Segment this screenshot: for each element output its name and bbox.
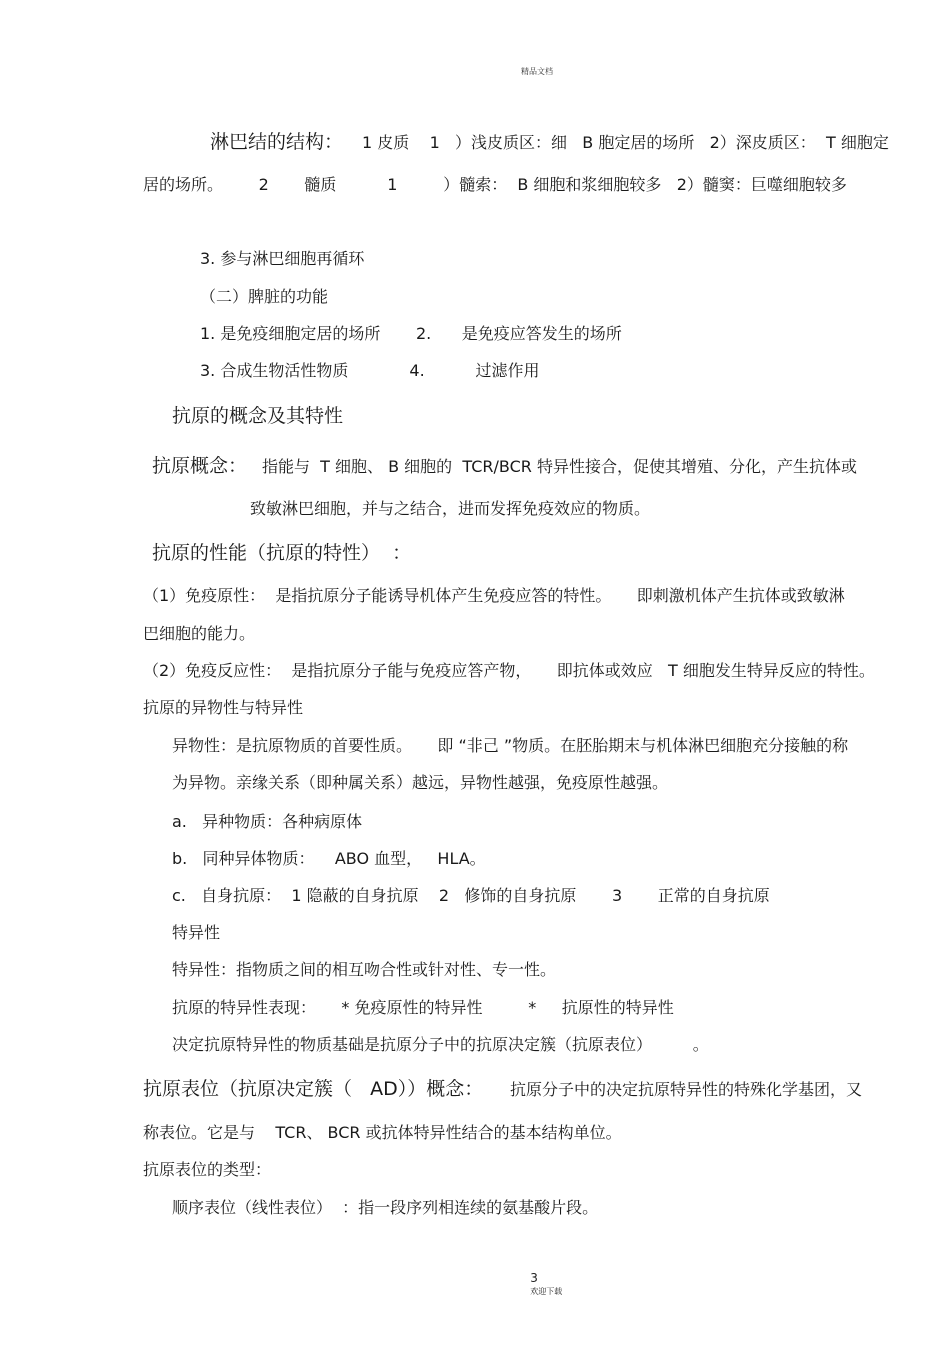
paragraph-line: 决定抗原特异性的物质基础是抗原分子中的抗原决定簇（抗原表位） 。 [172, 1035, 709, 1054]
lymph-node-structure-title: 淋巴结的结构： [210, 131, 344, 153]
list-item: 3. 合成生物活性物质 4. 过滤作用 [200, 361, 540, 380]
section-heading: （二）脾脏的功能 [200, 287, 329, 306]
section-heading: 抗原的概念及其特性 [172, 405, 344, 427]
section-heading: 特异性 [172, 923, 221, 942]
list-item: c. 自身抗原： 1 隐蔽的自身抗原 2 修饰的自身抗原 3 正常的自身抗原 [172, 886, 770, 905]
page-header: 精品文档 [521, 67, 553, 76]
paragraph-line: （2）免疫反应性： 是指抗原分子能与免疫应答产物， 即抗体或效应 T 细胞发生特异反应的特性。 [143, 661, 875, 680]
list-item: 1. 是免疫细胞定居的场所 2. 是免疫应答发生的场所 [200, 324, 622, 343]
paragraph-line: 抗原的特异性表现： * 免疫原性的特异性 * 抗原性的特异性 [172, 998, 674, 1017]
paragraph-line: 特异性：指物质之间的相互吻合性或针对性、专一性。 [172, 960, 557, 979]
antigen-concept-line2: 致敏淋巴细胞，并与之结合，进而发挥免疫效应的物质。 [250, 499, 651, 518]
page-number: 3 [530, 1271, 538, 1285]
section-heading: 抗原的性能（抗原的特性） ： [152, 542, 412, 564]
section-heading: 抗原表位的类型： [143, 1160, 272, 1179]
list-item: b. 同种异体物质： ABO 血型， HLA。 [172, 849, 486, 868]
epitope-concept-title: 抗原表位（抗原决定簇（ AD））概念： [143, 1078, 484, 1100]
paragraph-line: 为异物。亲缘关系（即种属关系）越远，异物性越强，免疫原性越强。 [172, 773, 669, 792]
antigen-concept-line1: 指能与 T 细胞、 B 细胞的 TCR/BCR 特异性接合，促使其增殖、分化，产生抗体或 [262, 457, 857, 476]
paragraph-line: 巴细胞的能力。 [143, 624, 256, 643]
lymph-node-structure-line2: 居的场所。 2 髓质 1 ）髓索： B 细胞和浆细胞较多 2）髓窦：巨噬细胞较多 [143, 175, 847, 194]
paragraph-line: （1）免疫原性： 是指抗原分子能诱导机体产生免疫应答的特性。 即刺激机体产生抗体或致敏淋 [143, 586, 845, 605]
antigen-concept-title: 抗原概念： [152, 455, 248, 477]
epitope-concept-line1: 抗原分子中的决定抗原特异性的特殊化学基团，又 [510, 1080, 863, 1099]
epitope-concept-line2: 称表位。它是与 TCR、 BCR 或抗体特异性结合的基本结构单位。 [143, 1123, 622, 1142]
page-footer [515, 1260, 562, 1308]
footer-note: 欢迎下载 [530, 1287, 563, 1296]
list-item: a. 异种物质：各种病原体 [172, 812, 363, 831]
paragraph-line: 异物性：是抗原物质的首要性质。 即 “非己 ”物质。在胚胎期末与机体淋巴细胞充分接触的称 [172, 736, 849, 755]
section-heading: 抗原的异物性与特异性 [143, 698, 304, 717]
lymph-node-structure-line1: 1 皮质 1 ）浅皮质区：细 B 胞定居的场所 2）深皮质区： T 细胞定 [362, 133, 889, 152]
paragraph-line: 顺序表位（线性表位） ：指一段序列相连续的氨基酸片段。 [172, 1198, 599, 1217]
list-item: 3. 参与淋巴细胞再循环 [200, 249, 365, 268]
